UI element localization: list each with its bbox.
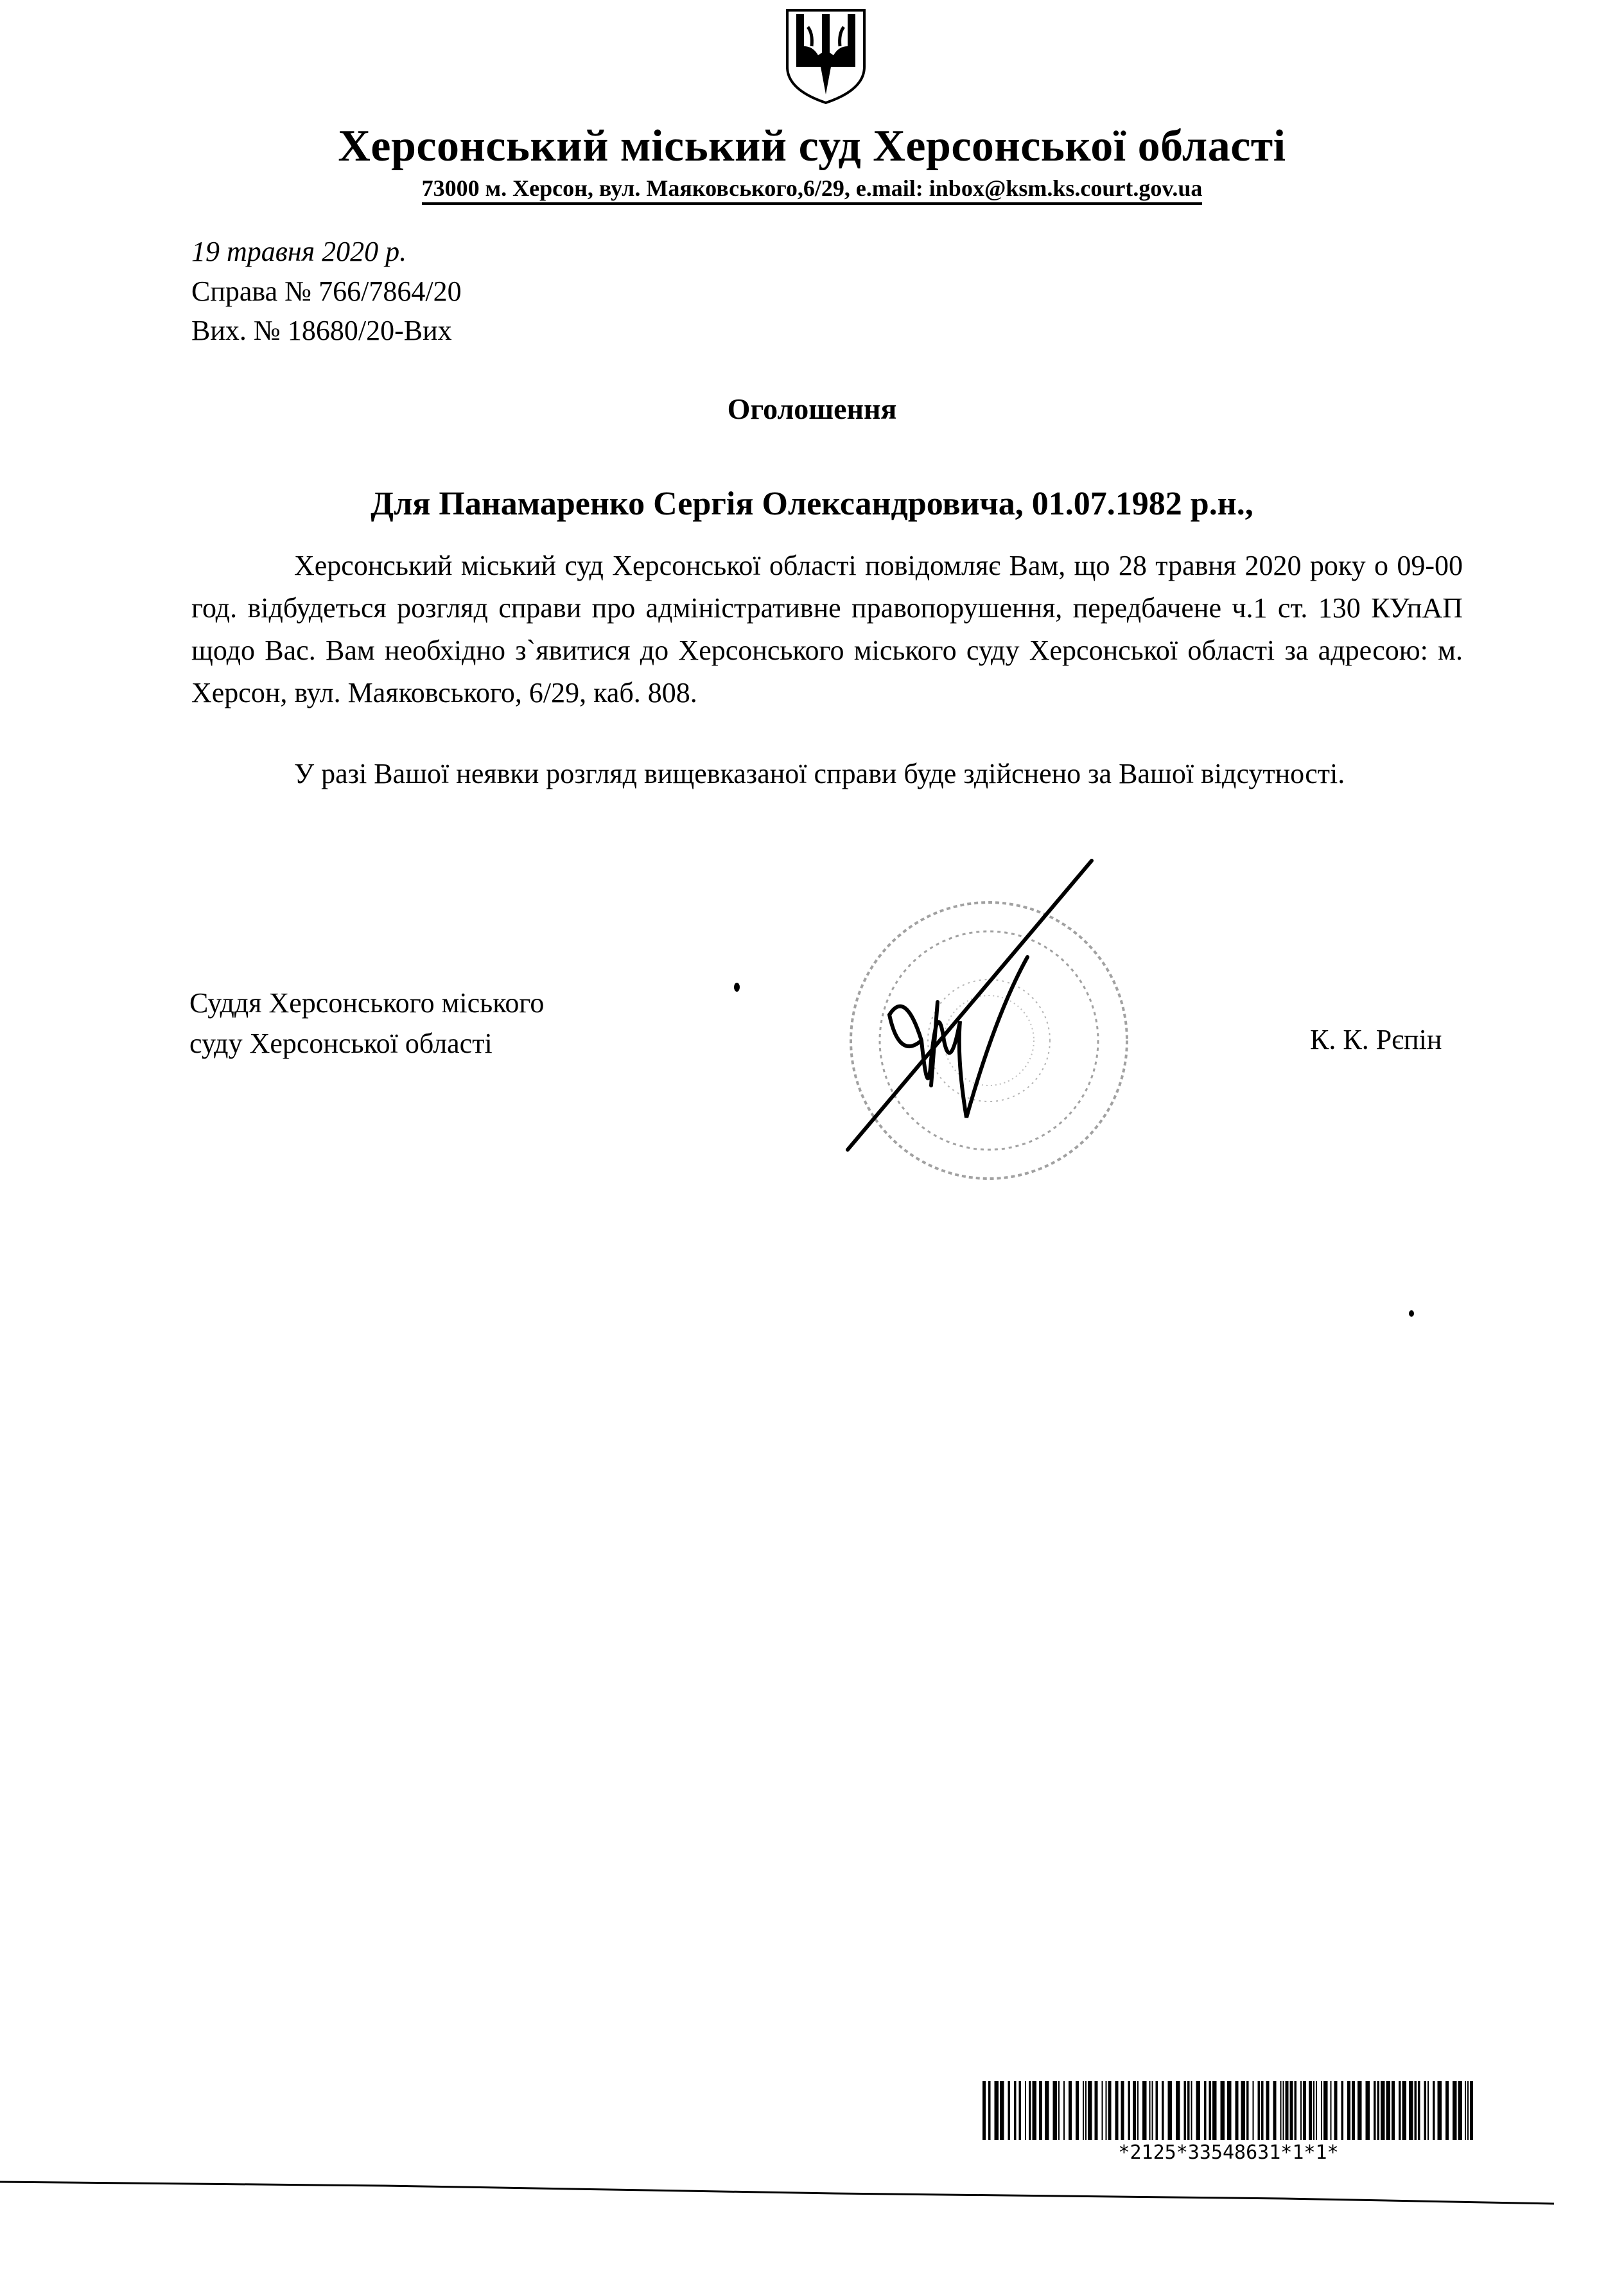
barcode-bar: [1227, 2081, 1232, 2140]
barcode-bar: [1121, 2081, 1124, 2140]
court-name-title: Херсонський міський суд Херсонської області: [338, 121, 1286, 171]
barcode-bar: [1033, 2081, 1037, 2140]
barcode-bar: [1295, 2081, 1297, 2140]
court-stamp-with-signature: [828, 848, 1137, 1208]
barcode-number: *2125*33548631*1*1*: [1118, 2141, 1339, 2164]
barcode-bar: [1088, 2081, 1092, 2140]
barcode-bar: [1102, 2081, 1103, 2140]
barcode-bar: [1241, 2081, 1246, 2140]
barcode-bar: [1266, 2081, 1270, 2140]
case-number: Справа № 766/7864/20: [191, 276, 462, 307]
court-address: [0, 175, 1624, 202]
barcode-bar: [1019, 2081, 1022, 2140]
barcode-bar: [1246, 2081, 1249, 2140]
barcode-bar: [1470, 2081, 1473, 2140]
barcode-bar: [1445, 2081, 1449, 2140]
barcode-bar: [1108, 2081, 1112, 2140]
notice-paragraph-2-text: У разі Вашої неявки розгляд вищевказаної справи буде здійснено за Вашої відсутності.: [294, 758, 1345, 789]
barcode-bar: [1085, 2081, 1087, 2140]
barcode-bar: [1253, 2081, 1254, 2140]
barcode-bar: [1204, 2081, 1207, 2140]
barcode-bar: [1386, 2081, 1391, 2140]
barcode-bar: [1323, 2081, 1328, 2140]
barcode-bar: [1142, 2081, 1147, 2140]
notice-heading: Оголошення: [727, 392, 897, 425]
barcode-bar: [1424, 2081, 1427, 2140]
barcode-bar: [1137, 2081, 1139, 2140]
barcode-bar: [1000, 2081, 1004, 2140]
barcode-bar: [1283, 2081, 1284, 2140]
barcode-bar: [1058, 2081, 1060, 2140]
barcode-bar: [1438, 2081, 1442, 2140]
barcode-bar: [1467, 2081, 1469, 2140]
barcode-bar: [1039, 2081, 1042, 2140]
barcode-bar: [1069, 2081, 1072, 2140]
barcode-bar: [1381, 2081, 1385, 2140]
barcode-bar: [1008, 2081, 1011, 2140]
judge-name: К. К. Рєпін: [1310, 1024, 1442, 1055]
barcode-bar: [1083, 2081, 1084, 2140]
barcode-bar: [1415, 2081, 1417, 2140]
judge-position-line-1: Суддя Херсонського міського: [189, 987, 545, 1019]
barcode-bar: [1212, 2081, 1217, 2140]
barcode-bar: [1433, 2081, 1435, 2140]
barcode-bar: [1261, 2081, 1264, 2140]
barcode-bar: [1133, 2081, 1136, 2140]
barcode-bar: [1115, 2081, 1119, 2140]
barcode-bar: [1273, 2081, 1277, 2140]
scan-speck: [734, 983, 740, 992]
barcode-bar: [1309, 2081, 1312, 2140]
barcode-bar: [1366, 2081, 1370, 2140]
barcode-bar: [988, 2081, 991, 2140]
document-date: 19 травня 2020 р.: [191, 236, 407, 267]
barcode-bar: [1280, 2081, 1282, 2140]
court-address-text: 73000 м. Херсон, вул. Маяковського,6/29, e.mail: inbox@ksm.ks.court.gov.ua: [422, 175, 1203, 205]
barcode-bar: [1409, 2081, 1413, 2140]
barcode-bar: [1221, 2081, 1225, 2140]
barcode-bar: [1168, 2081, 1173, 2140]
barcode-bar: [1465, 2081, 1466, 2140]
barcode-bar: [1106, 2081, 1107, 2140]
barcode-bar: [1053, 2081, 1058, 2140]
barcode-bar: [1025, 2081, 1026, 2140]
barcode-bar: [1076, 2081, 1079, 2140]
barcode-bar: [1399, 2081, 1401, 2140]
barcode-bar: [1352, 2081, 1355, 2140]
barcode-bar: [1209, 2081, 1212, 2140]
barcode-bar: [1374, 2081, 1376, 2140]
document-barcode: [981, 2081, 1476, 2140]
outgoing-number: Вих. № 18680/20-Вих: [191, 315, 452, 346]
barcode-bar: [1029, 2081, 1031, 2140]
barcode-bar: [1128, 2081, 1131, 2140]
scan-edge-line: [0, 2181, 1624, 2206]
barcode-bar: [1156, 2081, 1158, 2140]
barcode-bar: [1418, 2081, 1420, 2140]
barcode-bar: [1341, 2081, 1344, 2140]
barcode-bar: [1196, 2081, 1201, 2140]
barcode-bar: [1402, 2081, 1407, 2140]
barcode-bar: [1458, 2081, 1463, 2140]
barcode-bar: [1045, 2081, 1049, 2140]
barcode-bar: [1176, 2081, 1180, 2140]
scan-speck: [1409, 1310, 1414, 1317]
barcode-bar: [1300, 2081, 1302, 2140]
barcode-bar: [1184, 2081, 1187, 2140]
barcode-bar: [1235, 2081, 1239, 2140]
barcode-bar: [1303, 2081, 1306, 2140]
barcode-bar: [1162, 2081, 1164, 2140]
judge-position: [189, 983, 544, 1064]
barcode-bar: [1428, 2081, 1429, 2140]
barcode-bar: [995, 2081, 999, 2140]
barcode-bar: [1286, 2081, 1289, 2140]
barcode-bar: [1095, 2081, 1098, 2140]
barcode-bar: [1334, 2081, 1338, 2140]
barcode-bar: [1191, 2081, 1192, 2140]
barcode-bar: [1313, 2081, 1314, 2140]
barcode-bar: [982, 2081, 986, 2140]
barcode-bar: [1149, 2081, 1151, 2140]
barcode-bar: [1290, 2081, 1293, 2140]
barcode-bar: [1453, 2081, 1457, 2140]
barcode-bar: [1014, 2081, 1017, 2140]
barcode-bar: [1258, 2081, 1261, 2140]
notice-paragraph-1-text: Херсонський міський суд Херсонської області повідомляє Вам, що 28 травня 2020 року о 09-00 год. відбудеться розгляд справи про адміністративне правопорушення, передбачене ч.1 ст. 130 КУпАП щодо Вас. Вам необхідно з`явитися до Херсонського міського суду Херсонської області за адресою: м. Херсон, вул. Маяковського, 6/29, каб. 808.: [191, 550, 1463, 708]
barcode-bar: [1316, 2081, 1317, 2140]
barcode-bar: [1321, 2081, 1322, 2140]
barcode-bar: [1331, 2081, 1332, 2140]
barcode-bar: [1063, 2081, 1065, 2140]
barcode-bar: [1187, 2081, 1190, 2140]
barcode-bar: [1377, 2081, 1380, 2140]
barcode-bar: [1152, 2081, 1153, 2140]
notice-addressee: Для Панамаренко Сергія Олександровича, 01.07.1982 р.н.,: [371, 486, 1253, 522]
barcode-bar: [1392, 2081, 1395, 2140]
judge-position-line-2: суду Херсонської області: [189, 1028, 493, 1059]
trident-coat-of-arms-icon: [782, 8, 869, 104]
barcode-bar: [1358, 2081, 1362, 2140]
barcode-bar: [1347, 2081, 1350, 2140]
notice-paragraph-2: [191, 753, 1463, 795]
notice-paragraph-1: [191, 545, 1463, 714]
